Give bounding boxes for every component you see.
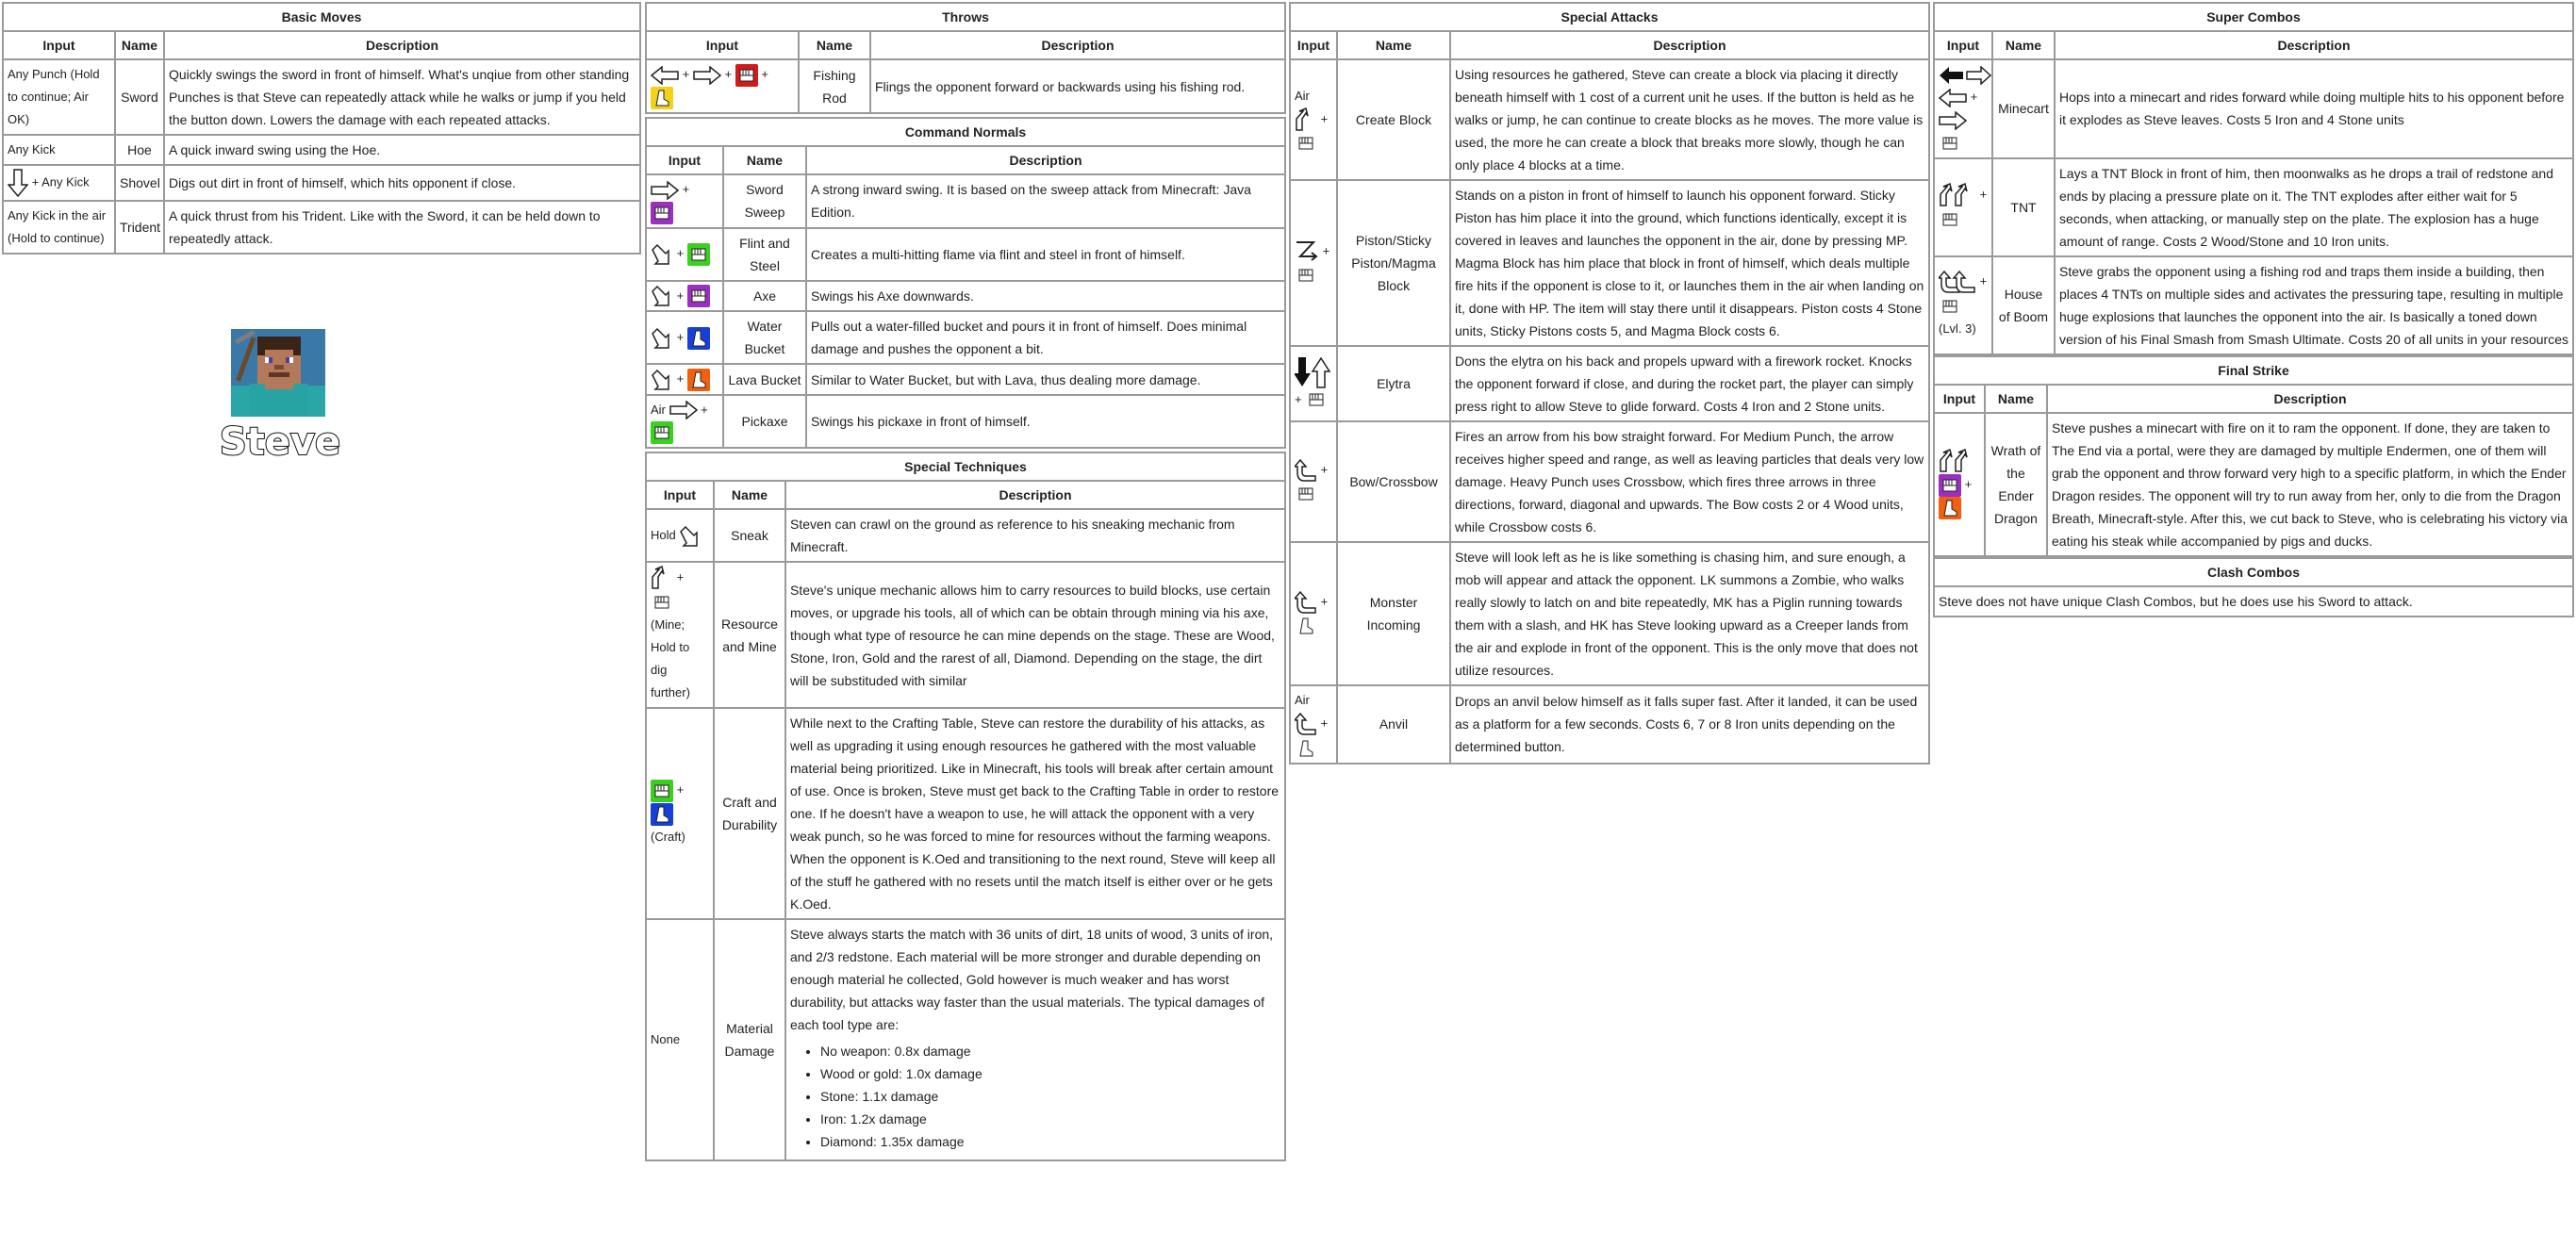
- clash-text: Steve does not have unique Clash Combos, but he does use his Sword to attack.: [1934, 586, 2573, 617]
- move-description: Steve pushes a minecart with fire on it to ram the opponent. If done, they are taken to The End via a portal, were they are damaged by multiple Endermen, one of them will grab the opponent and throw forward very high to a specific platform, in which the Ender Dragon resides. The opponent will try to run away from her, only to die from the Dragon Breath, Minecraft-style. After this, we cut back to Steve, who is celebrating his victory via eating his steak while accompanied by pigs and ducks.: [2047, 413, 2573, 556]
- arrow-up-back-icon: [651, 566, 673, 590]
- arrow-right-icon: [1939, 111, 1967, 130]
- table-row: [1934, 158, 2573, 256]
- move-name: Pickaxe: [723, 395, 806, 449]
- move-input: +: [1934, 158, 1992, 256]
- move-description: Steve will look left as he is like something is chasing him, and sure enough, a mob will appear and attack the opponent. LK summons a Zombie, who walks really slowly to latch on and bite repeatedly, MK has a Piglin running towards them with a slash, and HK has Steve looking upward as a Creeper lands from the air and explode in front of the opponent. This is the only move that does not utilize resources.: [1450, 542, 1929, 685]
- fist-icon: [1295, 132, 1317, 155]
- column-1: [2, 2, 641, 255]
- move-description: Similar to Water Bucket, but with Lava, thus dealing more damage.: [806, 364, 1285, 395]
- fist-icon: [651, 202, 673, 224]
- table-caption: Command Normals: [646, 118, 1285, 146]
- command-normals-table: [645, 117, 1286, 449]
- move-input: +: [646, 311, 723, 364]
- input-prefix: Air: [651, 402, 666, 417]
- basic-moves-table: [2, 2, 641, 255]
- move-name: Minecart: [1992, 59, 2055, 158]
- move-description: Digs out dirt in front of himself, which hits opponent if close.: [164, 165, 640, 201]
- column-header: Input: [3, 31, 115, 59]
- arrow-down-forward-icon: [651, 327, 673, 350]
- throws-table: [645, 2, 1286, 114]
- column-header: Description: [2047, 385, 2573, 413]
- fist-icon: [651, 780, 673, 802]
- column-4: [1933, 2, 2574, 617]
- fist-icon: [651, 591, 673, 614]
- table-row: [1290, 542, 1929, 685]
- fist-icon: [687, 243, 710, 266]
- table-row: [1290, 180, 1929, 346]
- table-row: [1290, 59, 1929, 180]
- move-input: +: [1290, 421, 1337, 542]
- fist-icon: [1939, 474, 1961, 497]
- column-header: Description: [785, 481, 1285, 509]
- move-description: A quick thrust from his Trident. Like with the Sword, it can be held down to repeatedly attack.: [164, 201, 640, 254]
- list-item: • Wood or gold: 1.0x damage: [820, 1062, 1280, 1085]
- move-name: Material Damage: [714, 919, 785, 1160]
- move-input: Any Punch (Hold to continue; Air OK): [3, 59, 115, 135]
- move-name: Hoe: [115, 135, 164, 165]
- damage-list: [790, 1040, 1280, 1153]
- table-row: [3, 135, 640, 165]
- move-description: Stands on a piston in front of himself to launch his opponent forward. Sticky Piston has him place it into the ground, which functions identically, except it is covered in leaves and launches the opponent in the air, done by pressing MP. Magma Block has him place that block in front of himself, which deals multiple fire hits if the opponent is close to it, or launches them in the air when landing on it, done with HP. The item will stay there until it disappears. Piston costs 4 Stone units, Sticky Pistons costs 5, and Magma Block costs 6.: [1450, 180, 1929, 346]
- table-row: [646, 919, 1285, 1160]
- move-name: Trident: [115, 201, 164, 254]
- input-prefix: Air: [1295, 693, 1310, 707]
- table-caption: Final Strike: [1934, 356, 2573, 385]
- table-row: [646, 311, 1285, 364]
- table-row: [646, 509, 1285, 562]
- input-text: + Any Kick: [31, 174, 90, 189]
- move-name: Bow/Crossbow: [1337, 421, 1450, 542]
- fist-icon: [1295, 264, 1317, 287]
- move-input: [3, 165, 115, 201]
- table-row: [646, 59, 1285, 113]
- arrow-down-forward-icon: [651, 369, 673, 391]
- table-caption: Clash Combos: [1934, 558, 2573, 586]
- move-description: Quickly swings the sword in front of himself. What's unqiue from other standing Punches is that Steve can repeatedly attack while he walks or jump if you held the button down. Lowers the damage with each repeated attacks.: [164, 59, 640, 135]
- column-header: Input: [1290, 31, 1337, 59]
- quarter-circle-back-icon: [1295, 590, 1317, 615]
- column-header: Input: [646, 481, 714, 509]
- arrow-up-back-icon: [1295, 107, 1317, 132]
- move-input: Air +: [1290, 685, 1337, 764]
- move-description: Drops an anvil below himself as it falls super fast. After it landed, it can be used as a platform for a few seconds. Costs 6, 7 or 8 Iron units depending on the determined button.: [1450, 685, 1929, 764]
- move-name: Monster Incoming: [1337, 542, 1450, 685]
- column-header: Description: [164, 31, 640, 59]
- boot-icon: [1295, 737, 1317, 760]
- table-row: [646, 708, 1285, 919]
- move-input: +: [646, 364, 723, 395]
- input-prefix: Air: [1295, 88, 1310, 103]
- move-description: Using resources he gathered, Steve can create a block via placing it directly beneath himself with 1 cost of a current unit he uses. If the button is held as he walks or jump, he can continue to create blocks as he moves. The more value is used, the more he can create a block that breaks more slowly, though he can only place 4 blocks at a time.: [1450, 59, 1929, 180]
- move-name: Shovel: [115, 165, 164, 201]
- list-item: • Iron: 1.2x damage: [820, 1108, 1280, 1130]
- move-description: Pulls out a water-filled bucket and pours it in front of himself. Does minimal damage and pushes the opponent a bit.: [806, 311, 1285, 364]
- super-combos-table: [1933, 2, 2574, 355]
- z-motion-icon: [1295, 239, 1319, 264]
- move-description: Dons the elytra on his back and propels upward with a firework rocket. Knocks the opponent forward if close, and during the rocket part, the player can simply press right to allow Steve to glide forward. Costs 4 Iron and 2 Stone units.: [1450, 346, 1929, 421]
- move-input: +: [646, 281, 723, 312]
- move-name: TNT: [1992, 158, 2055, 256]
- column-header: Input: [1934, 385, 1985, 413]
- move-input: Air +: [1290, 59, 1337, 180]
- quarter-circle-back-icon: [1295, 712, 1317, 736]
- charge-back-forward-icon: [1939, 66, 1991, 85]
- move-description: Steve grabs the opponent using a fishing rod and traps them inside a building, then places 4 TNTs on multiple sides and activates the pressuring tape, resulting in multiple huge explosions that launches the opponent into the air. Is basically a toned down version of his Final Smash from Smash Ultimate. Costs 20 of all units in your resources: [2055, 256, 2573, 354]
- move-input: +: [1934, 413, 1985, 556]
- table-row: [1934, 59, 2573, 158]
- column-header: Description: [2055, 31, 2573, 59]
- table-row: [646, 395, 1285, 449]
- arrow-down-forward-icon: [651, 285, 673, 307]
- boot-icon: [1295, 615, 1317, 637]
- column-header: Description: [870, 31, 1285, 59]
- table-caption: Special Attacks: [1290, 3, 1929, 31]
- column-header: Input: [646, 146, 723, 174]
- column-header: Name: [1985, 385, 2047, 413]
- move-description: Swings his pickaxe in front of himself.: [806, 395, 1285, 449]
- move-input: None: [646, 919, 714, 1160]
- move-name: Craft and Durability: [714, 708, 785, 919]
- move-description: Lays a TNT Block in front of him, then moonwalks as he drops a trail of redstone and ends by placing a pressure plate on it. The TNT explodes after either wait for 5 seconds, when attacking, or manually step on the plate. The explosion has a huge amount of range. Costs 2 Wood/Stone and 10 Iron units.: [2055, 158, 2573, 256]
- move-input: Any Kick: [3, 135, 115, 165]
- move-name: Create Block: [1337, 59, 1450, 180]
- fist-icon: [687, 285, 710, 307]
- move-input: + (Mine; Hold to dig further): [646, 562, 714, 708]
- column-header: Input: [646, 31, 799, 59]
- special-attacks-table: [1289, 2, 1930, 765]
- move-name: Elytra: [1337, 346, 1450, 421]
- fist-icon: [735, 64, 758, 87]
- move-name: Sword: [115, 59, 164, 135]
- arrow-down-icon: [8, 169, 28, 197]
- move-description: Hops into a minecart and rides forward while doing multiple hits to his opponent before it explodes as Steve leaves. Costs 5 Iron and 4 Stone units: [2055, 59, 2573, 158]
- table-row: [1934, 256, 2573, 354]
- input-suffix: (Lvl. 3): [1939, 321, 1976, 336]
- column-header: Description: [1450, 31, 1929, 59]
- move-name: Sneak: [714, 509, 785, 562]
- move-name: Flint and Steel: [723, 228, 806, 281]
- move-input: + (Craft): [646, 708, 714, 919]
- move-name: Anvil: [1337, 685, 1450, 764]
- column-header: Name: [115, 31, 164, 59]
- table-row: [1934, 413, 2573, 556]
- input-suffix: (Mine; Hold to dig further): [651, 617, 690, 699]
- move-description: A strong inward swing. It is based on the sweep attack from Minecraft: Java Edition.: [806, 174, 1285, 228]
- move-description: Steven can crawl on the ground as reference to his sneaking mechanic from Minecraft.: [785, 509, 1285, 562]
- table-row: [1290, 421, 1929, 542]
- boot-icon: [651, 803, 673, 826]
- fist-icon: [651, 421, 673, 444]
- move-input: +: [1290, 180, 1337, 346]
- column-3: [1289, 2, 1930, 765]
- column-header: Description: [806, 146, 1285, 174]
- double-quarter-circle-icon: [1939, 183, 1976, 207]
- table-caption: Super Combos: [1934, 3, 2573, 31]
- move-description: Fires an arrow from his bow straight forward. For Medium Punch, the arrow receives higher speed and range, as well as leaving particles that deals very low damage. Heavy Punch uses Crossbow, which fires three arrows in three directions, forward, diagonal and upwards. The Bow costs 2 or 4 Wood units, while Crossbow costs 6.: [1450, 421, 1929, 542]
- table-row: [1290, 346, 1929, 421]
- move-description: Flings the opponent forward or backwards using his fishing rod.: [870, 59, 1285, 113]
- column-header: Name: [1337, 31, 1450, 59]
- table-row: [646, 228, 1285, 281]
- final-strike-table: [1933, 355, 2574, 557]
- description-text: Steve always starts the match with 36 units of dirt, 18 units of wood, 3 units of iron, and 2/3 redstone. Each material will be more stronger and durable depending on enough material he collected, Gold however is much weaker and has worst durability, but attacks way faster than the usual materials. The typical damages of each tool type are:: [790, 926, 1274, 1032]
- boot-icon: [1939, 497, 1961, 519]
- move-description: Swings his Axe downwards.: [806, 281, 1285, 312]
- arrow-right-icon: [669, 401, 698, 419]
- move-name: Axe: [723, 281, 806, 312]
- move-description: [785, 919, 1285, 1160]
- double-quarter-circle-icon: [1939, 449, 1976, 473]
- special-techniques-table: [645, 452, 1286, 1161]
- table-row: [1290, 685, 1929, 764]
- column-header: Input: [1934, 31, 1992, 59]
- move-name: Sword Sweep: [723, 174, 806, 228]
- move-input: Air +: [646, 395, 723, 449]
- move-name: Fishing Rod: [799, 59, 870, 113]
- move-name: Wrath of the Ender Dragon: [1985, 413, 2047, 556]
- column-header: Name: [1992, 31, 2055, 59]
- quarter-circle-back-icon: [1295, 458, 1317, 483]
- table-row: [646, 281, 1285, 312]
- move-description: While next to the Crafting Table, Steve can restore the durability of his attacks, as well as upgrading it using enough resources he gathered with the most valuable material being prioritized. Like in Minecraft, his tools will break after certain amount of use. Once is broken, Steve must get back to the Crafting Table in order to restore one. If he doesn't have a weapon to use, he will attack the opponent with a very weak punch, so he was forced to mine for resources without the farming weapons. When the opponent is K.Oed and transitioning to the next round, Steve will keep all of the stuff he gathered with no resets until the match itself is either over or he gets K.Oed.: [785, 708, 1285, 919]
- list-item: • Stone: 1.1x damage: [820, 1085, 1280, 1108]
- move-description: A quick inward swing using the Hoe.: [164, 135, 640, 165]
- boot-icon: [651, 87, 673, 109]
- input-prefix: Hold: [651, 528, 676, 543]
- table-caption: Basic Moves: [3, 3, 640, 31]
- double-quarter-circle-back-icon: [1939, 270, 1976, 294]
- fist-icon: [1939, 208, 1961, 231]
- clash-combos-table: [1933, 557, 2574, 617]
- move-input: +: [646, 174, 723, 228]
- input-suffix: (Craft): [651, 829, 685, 844]
- table-caption: Throws: [646, 3, 1285, 31]
- arrow-down-forward-icon: [679, 525, 702, 548]
- move-name: House of Boom: [1992, 256, 2055, 354]
- move-input: Any Kick in the air (Hold to continue): [3, 201, 115, 254]
- charge-down-up-icon: [1295, 356, 1332, 388]
- arrow-right-icon: [651, 181, 679, 200]
- move-name: Resource and Mine: [714, 562, 785, 708]
- move-input: +: [1290, 542, 1337, 685]
- table-row: [3, 201, 640, 254]
- move-input: + + +: [646, 59, 799, 113]
- table-row: [646, 562, 1285, 708]
- arrow-right-icon: [693, 66, 721, 85]
- list-item: • Diamond: 1.35x damage: [820, 1130, 1280, 1153]
- arrow-down-forward-icon: [651, 243, 673, 266]
- move-input: + (Lvl. 3): [1934, 256, 1992, 354]
- column-header: Name: [799, 31, 870, 59]
- move-name: Water Bucket: [723, 311, 806, 364]
- arrow-left-icon: [1939, 89, 1967, 107]
- table-row: [646, 364, 1285, 395]
- fist-icon: [1939, 132, 1961, 155]
- move-description: Steve's unique mechanic allows him to carry resources to build blocks, use certain moves, or upgrade his tools, all of which can be obtain through mining via his axe, though what type of resource he can mine depends on the stage. These are Wood, Stone, Iron, Gold and the rarest of all, Diamond. Depending on the stage, the dirt will be substituded with similar: [785, 562, 1285, 708]
- column-header: Name: [714, 481, 785, 509]
- list-item: • No weapon: 0.8x damage: [820, 1040, 1280, 1062]
- fist-icon: [1305, 388, 1328, 411]
- arrow-left-icon: [651, 66, 679, 85]
- move-name: Piston/Sticky Piston/Magma Block: [1337, 180, 1450, 346]
- boot-icon: [687, 327, 710, 350]
- move-input: [646, 509, 714, 562]
- steve-avatar: [231, 329, 325, 417]
- move-input: +: [1934, 59, 1992, 158]
- move-input: +: [646, 228, 723, 281]
- fist-icon: [1295, 483, 1317, 505]
- table-row: [3, 59, 640, 135]
- move-input: +: [1290, 346, 1337, 421]
- table-row: [3, 165, 640, 201]
- character-name: Steve: [219, 420, 341, 464]
- table-row: [646, 174, 1285, 228]
- move-name: Lava Bucket: [723, 364, 806, 395]
- table-caption: Special Techniques: [646, 452, 1285, 481]
- move-description: Creates a multi-hitting flame via flint and steel in front of himself.: [806, 228, 1285, 281]
- column-header: Name: [723, 146, 806, 174]
- fist-icon: [1939, 295, 1961, 318]
- boot-icon: [687, 369, 710, 391]
- column-2: [645, 2, 1286, 1161]
